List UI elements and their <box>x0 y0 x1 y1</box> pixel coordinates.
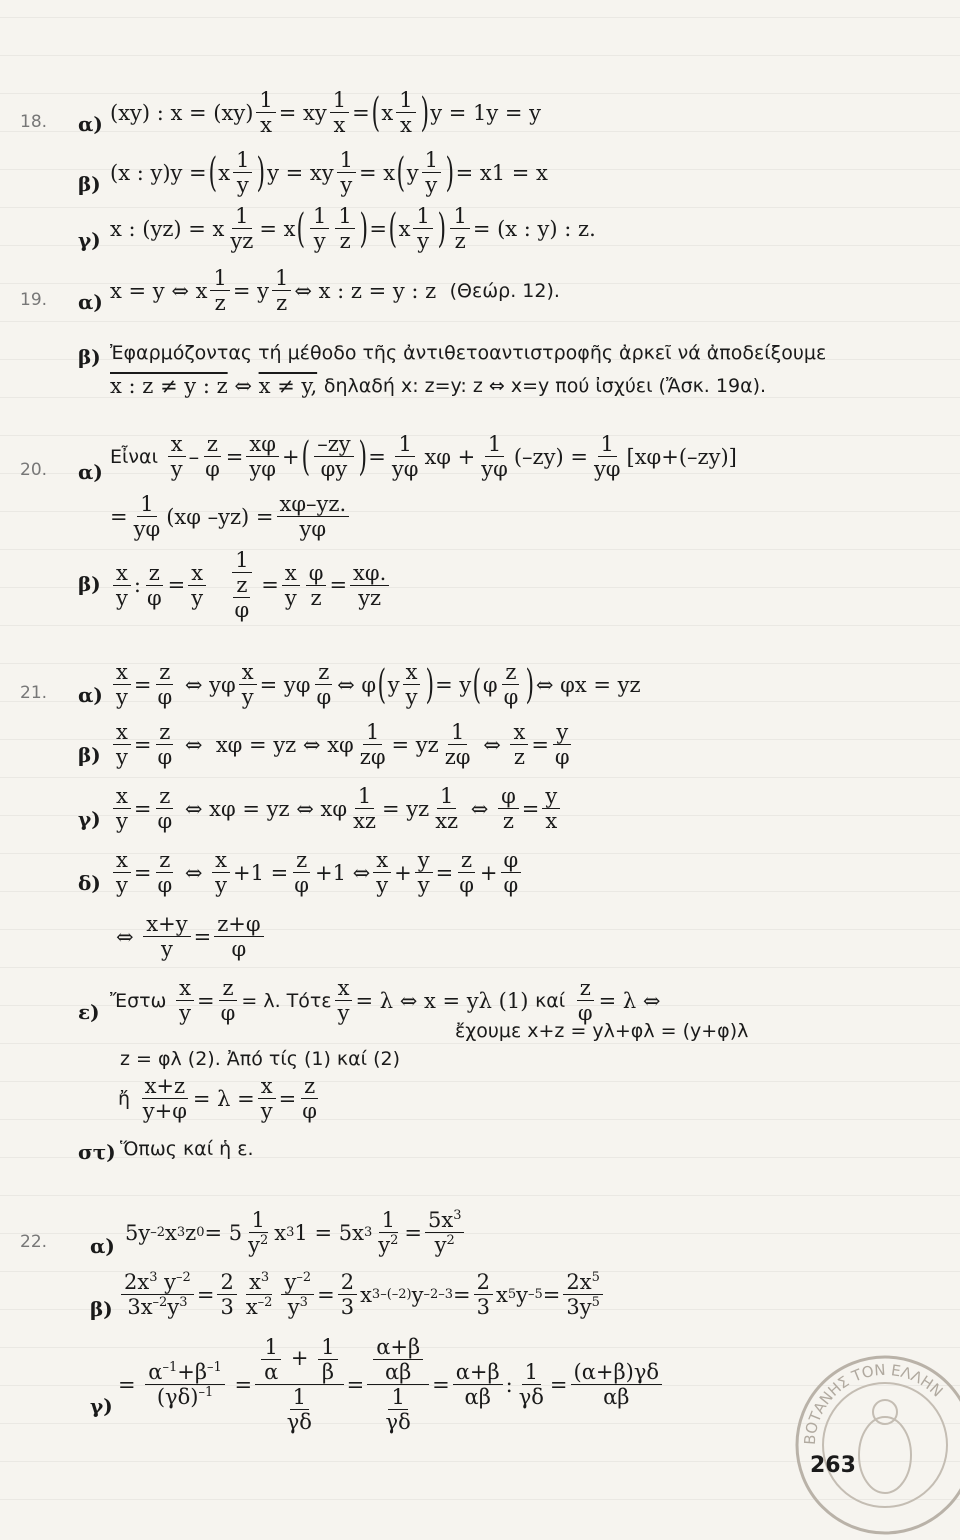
problem-number-20: 20. <box>20 460 48 480</box>
h-text: ἤ <box>118 1087 131 1110</box>
kai-text: καί <box>535 989 566 1012</box>
problem-number-22: 22. <box>20 1232 48 1252</box>
problem-number-21: 21. <box>20 683 48 703</box>
equation-21b: $\frac{x}{y}$ = $\frac{z}{\varphi}$ ⇔ xφ = yz ⇔ xφ $\frac{1}{z\varphi}$ = yz $\frac{1}{z\varphi}$ ⇔ $\frac{x}{z}$ = $\frac{y}{\varphi}$ <box>110 720 576 769</box>
equation-19a: x = y ⇔ x $\frac{1}{z}$ = y $\frac{1}{z}$ ⇔ x : z = y : z (Θεώρ. 12). <box>110 266 560 316</box>
label-19a: α) <box>78 290 103 314</box>
page-number: 263 <box>810 1453 856 1478</box>
label-19b: β) <box>78 345 101 369</box>
einai-text: Εἶναι <box>110 445 159 468</box>
label-21g: γ) <box>78 807 101 831</box>
tote-text: = λ. Τότε <box>241 989 332 1012</box>
text-19b-line1: Ἐφαρμόζοντας τή μέθοδο τῆς ἀντιθετοαντιστροφῆς ἀρκεῖ νά ἀποδείξουμε <box>110 342 827 364</box>
equation-21a: $\frac{x}{y}$ = $\frac{z}{\varphi}$ ⇔ yφ $\frac{x}{y}$ = yφ $\frac{z}{\varphi}$ ⇔ φ ( y $\frac{x}{y}$ ) = y ( φ $\frac{z}{\varphi}$ ) ⇔ φx = yz <box>110 660 641 709</box>
equation-19b: x : z ≠ y : z ⇔ x ≠ y, δηλαδή x: z=y: z ⇔ x=y πού ἰσχύει (Ἄσκ. 19α). <box>110 374 767 398</box>
problem-number-19: 19. <box>20 290 48 310</box>
eq-1-text: x = yλ (1) <box>424 988 529 1013</box>
equation-21e-cont: ἤ $\frac{x+z}{y+\varphi}$ = λ = $\frac{x}{y}$ = $\frac{z}{\varphi}$ <box>118 1074 317 1124</box>
equation-22a: 5y –2 x 3 z 0 = 5 $\frac{1}{y^2}$ x 3 1 = 5x 3 $\frac{1}{y^2}$ = $\frac{5x^3}{y^2}$ <box>125 1208 467 1257</box>
equation-20a-cont: = $\frac{1}{y\varphi}$ (xφ –yz) = $\frac{x\varphi-yz.}{y\varphi}$ <box>110 492 352 541</box>
esto-text: Ἔστω <box>110 989 167 1012</box>
equation-20b: $\frac{x}{y}$ : $\frac{z}{\varphi}$ = $\frac{x}{y}$ $\frac{1}{\frac{z}{\varphi}}$ = $\frac{x}{y}$ $\frac{\varphi}{z}$ = $\frac{x\varphi.}{yz}$ <box>110 548 392 622</box>
equation-18a: (xy) : x = (xy) $\frac{1}{x}$ = xy $\frac{1}{x}$ = ( x $\frac{1}{x}$ ) y = 1y = y <box>110 88 542 138</box>
equation-21d-cont: ⇔ $\frac{x+y}{y}$ = $\frac{z+\varphi}{\varphi}$ <box>116 912 267 961</box>
library-stamp-icon <box>790 1350 960 1540</box>
svg-text:ΒΟΤΑΝΗΣ ΤΟΝ ΕΛΛΗΝ <box>801 1361 947 1446</box>
label-20a: α) <box>78 460 103 484</box>
label-21a: α) <box>78 683 103 707</box>
equation-18g: x : (yz) = x $\frac{1}{yz}$ = x ( $\frac{1}{y}$ $\frac{1}{z}$ ) = ( x $\frac{1}{y}$ ) $\frac{1}{z}$ = (x : y) : z. <box>110 204 596 254</box>
label-21e: ε) <box>78 1000 100 1024</box>
problem-number-18: 18. <box>20 112 48 132</box>
label-18g: γ) <box>78 228 101 252</box>
label-22b: β) <box>90 1297 113 1321</box>
label-18a: α) <box>78 112 103 136</box>
text-21st: Ὅπως καί ἡ ε. <box>120 1138 254 1160</box>
text-19b-line2: δηλαδή x: z=y: z ⇔ x=y πού ἰσχύει (Ἄσκ. 19α). <box>323 375 767 397</box>
label-22g: γ) <box>90 1394 113 1418</box>
equation-21d: $\frac{x}{y}$ = $\frac{z}{\varphi}$ ⇔ $\frac{x}{y}$ +1 = $\frac{z}{\varphi}$ +1 ⇔ $\frac{x}{y}$ + $\frac{y}{y}$ = $\frac{z}{\varphi}$ + $\frac{\varphi}{\varphi}$ <box>110 848 524 897</box>
text-21e-line2: ἔχουμε x+z = yλ+φλ = (y+φ)λ <box>455 1020 749 1042</box>
label-20b: β) <box>78 572 101 596</box>
label-18b: β) <box>78 172 101 196</box>
label-21d: δ) <box>78 871 101 895</box>
label-22a: α) <box>90 1234 115 1258</box>
equation-22b: $\frac{2x^3 y^{-2}}{3x^{-2}y^3}$ = $\frac{2}{3}$ $\frac{x^3}{x^{-2}}$ $\frac{y^{-2}}{y^3}$ = $\frac{2}{3}$ x 3–(–2) y –2–3 = $\frac{2}{3}$ x 5 y –5 = $\frac{2x^5}{3y^5}$ <box>118 1270 606 1319</box>
text-21e-line3: z = φλ (2). Ἀπό τίς (1) καί (2) <box>120 1048 400 1070</box>
equation-22g: = $\frac{\alpha^{-1}+\beta^{-1}}{(\gamma\delta)^{-1}}$ = $\frac{1}{\alpha}$ + $\frac{1}{\beta}$ $\frac{1}{\gamma\delta}$ = $\frac{\frac{\alpha+\beta}{\alpha\beta}}{\frac{1}{\gamma\delta}}$ = $\frac{\alpha+\beta}{\alpha\beta}$ : $\frac{1}{\gamma\delta}$ = $\frac{(\alpha+\beta)\gamma\delta}{\alpha\beta}$ <box>118 1335 665 1435</box>
equation-18b: (x : y)y = ( x $\frac{1}{y}$ ) y = xy $\frac{1}{y}$ = x ( y $\frac{1}{y}$ ) = x1 = x <box>110 148 548 198</box>
label-21st: στ) <box>78 1140 116 1164</box>
equation-21g: $\frac{x}{y}$ = $\frac{z}{\varphi}$ ⇔ xφ = yz ⇔ xφ $\frac{1}{xz}$ = yz $\frac{1}{xz}$ ⇔ $\frac{\varphi}{z}$ = $\frac{y}{x}$ <box>110 784 563 833</box>
label-21b: β) <box>78 743 101 767</box>
stamp-text: ΒΟΤΑΝΗΣ ΤΟΝ ΕΛΛΗΝ <box>800 1360 947 1446</box>
equation-20a: Εἶναι $\frac{x}{y}$ – $\frac{z}{\varphi}$ = $\frac{x\varphi}{y\varphi}$ + ( $\frac{-zy}{\varphi y}$ ) = $\frac{1}{y\varphi}$ xφ + $\frac{1}{y\varphi}$ (–zy) = $\frac{1}{y\varphi}$ [xφ+(–zy)] <box>110 432 737 482</box>
equation-21e: Ἔστω $\frac{x}{y}$ = $\frac{z}{\varphi}$ = λ. Τότε $\frac{x}{y}$ = λ ⇔ x = yλ (1) καί $\frac{z}{\varphi}$ = λ ⇔ <box>110 976 661 1026</box>
theorem-ref: (Θεώρ. 12). <box>449 279 560 302</box>
